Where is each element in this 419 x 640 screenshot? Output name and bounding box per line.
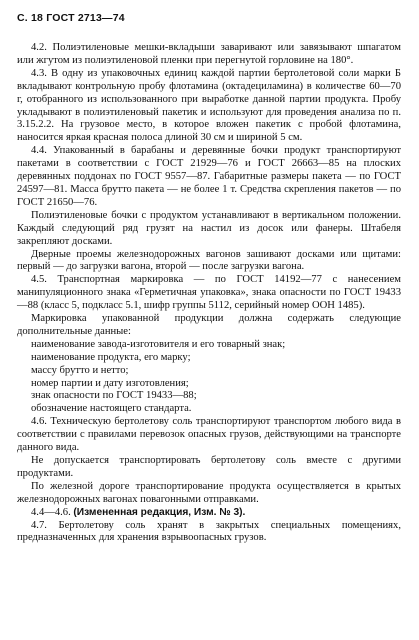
revision-note-prefix: 4.4—4.6. <box>31 506 71 518</box>
list-item: наименование завода-изготовителя и его товарный знак; <box>31 338 286 350</box>
revision-note-text: (Измененная редакция, Изм. № 3). <box>73 506 246 518</box>
paragraph-4-3: 4.3. В одну из упаковочных единиц каждой партии бертолетовой соли марки Б вкладывают контрольную пробу флотамина (октадециламина) в количестве 60—70 г, отобранного из использованного при выработке данной партии продукта. Пробу укладывают в полиэтиленовый пакетик и используют для проведения анализа по п. 3.15.2.2. На грузовое место, в которое вложен пакетик с пробой флотамина, наносится яркая красная полоса длиной 30 см и шириной 5 см. <box>17 67 401 144</box>
list-item: массу брутто и нетто; <box>31 364 129 376</box>
page-header: С. 18 ГОСТ 2713—74 <box>17 12 125 24</box>
paragraph-marking-intro: Маркировка упакованной продукции должна содержать следующие дополнительные данные: <box>17 313 401 337</box>
list-item: номер партии и дату изготовления; <box>31 377 189 389</box>
paragraph-doors: Дверные проемы железнодорожных вагонов зашивают досками или щитами: первый — до загрузки вагона, второй — после загрузки вагона. <box>17 248 401 273</box>
list-item: знак опасности по ГОСТ 19433—88; <box>31 390 197 402</box>
paragraph-railway: По железной дороге транспортирование продукта осуществляется в крытых железнодорожных вагонах повагонными отправками. <box>17 480 401 505</box>
paragraph-4-7: 4.7. Бертолетову соль хранят в закрытых специальных помещениях, предназначенных для хранения взрывоопасных грузов. <box>17 519 401 544</box>
marking-list <box>17 339 401 416</box>
paragraph-4-5: 4.5. Транспортная маркировка — по ГОСТ 14192—77 с нанесением манипуляционного знака «Герметичная упаковка», знака опасности по ГОСТ 19433—88 (класс 5, подкласс 5.1, шифр группы 5112, серийный номер ООН 1485). <box>17 274 401 312</box>
paragraph-no-mixing: Не допускается транспортировать бертолетову соль вместе с другими продуктами. <box>17 455 401 479</box>
paragraph-barrels: Полиэтиленовые бочки с продуктом устанавливают в вертикальном положении. Каждый следующий ряд грузят на настил из досок или фанеры. Штабеля закрепляют досками. <box>17 209 401 247</box>
list-item: обозначение настоящего стандарта. <box>31 403 192 415</box>
revision-note <box>17 507 401 520</box>
list-item: наименование продукта, его марку; <box>31 351 191 363</box>
paragraph-4-2: 4.2. Полиэтиленовые мешки-вкладыши заваривают или завязывают шпагатом или жгутом из полиэтиленовой пленки при перегнутой горловине на 180°. <box>17 42 401 66</box>
document-body <box>17 42 401 545</box>
paragraph-4-6: 4.6. Техническую бертолетову соль транспортируют транспортом любого вида в соответствии с правилами перевозок опасных грузов, действующими на транспорте данного вида. <box>17 416 401 454</box>
paragraph-4-4: 4.4. Упакованный в барабаны и деревянные бочки продукт транспортируют пакетами в соответствии с ГОСТ 21929—76 и ГОСТ 26663—85 на плоских деревянных поддонах по ГОСТ 9557—87. Габаритные размеры пакета — по ГОСТ 24597—81. Масса брутто пакета — не более 1 т. Средства скрепления пакетов — по ГОСТ 21650—76. <box>17 145 401 208</box>
